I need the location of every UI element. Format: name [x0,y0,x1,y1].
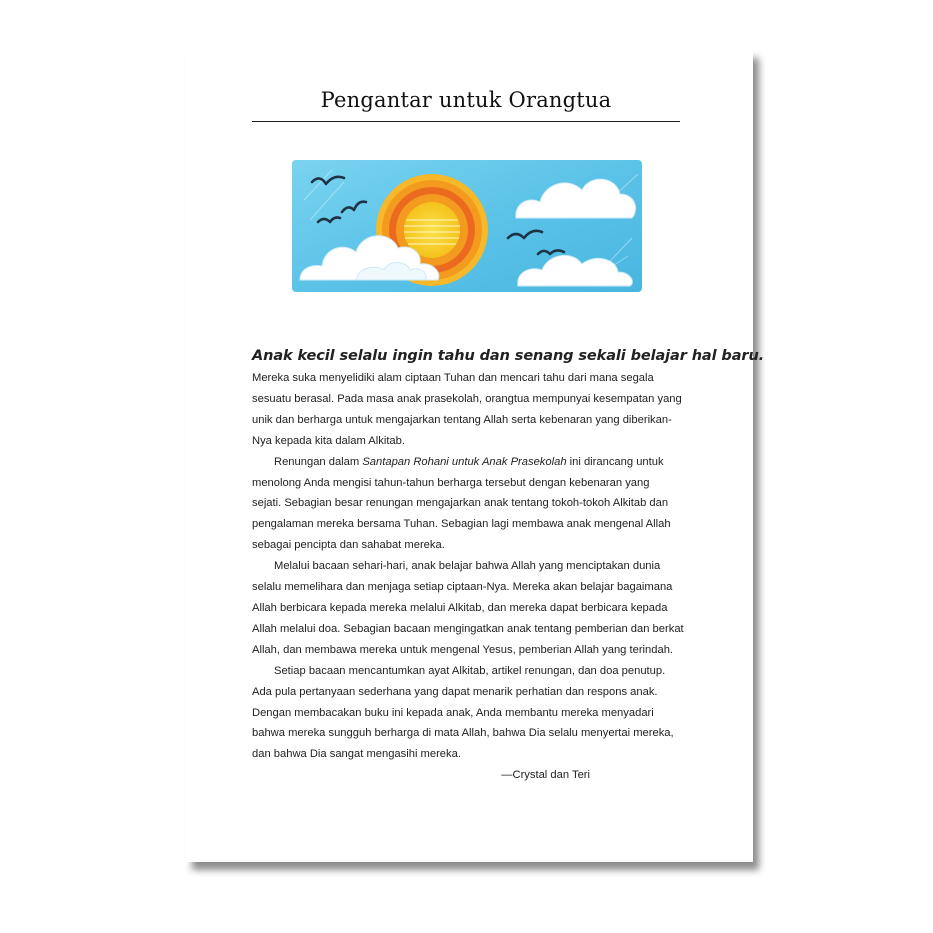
paragraph-1 [252,368,682,452]
text-line: unik dan berharga untuk mengajarkan tentang Allah serta kebenaran yang diberikan- [252,413,672,426]
text-line: Nya kepada kita dalam Alkitab. [252,434,405,447]
page-title: Pengantar untuk Orangtua [320,88,612,112]
text-line: dan bahwa Dia sangat mengasihi mereka. [252,748,461,761]
text-line: bahwa mereka sungguh berharga di mata Allah, bahwa Dia selalu menyertai mereka, [252,727,674,740]
text-line: sesuatu berasal. Pada masa anak prasekolah, orangtua mempunyai kesempatan yang [252,392,682,405]
text-suffix: ini dirancang untuk [566,455,664,468]
text-line: Allah, dan membawa mereka untuk mengenal Yesus, pemberian Allah yang terindah. [252,643,674,656]
book-page [186,50,765,862]
text-line: Allah berbicara kepada mereka melalui Alkitab, dan mereka dapat berbicara kepada [252,601,668,614]
text-line: sejati. Sebagian besar renungan mengajarkan anak tentang tokoh-tokoh Alkitab dan [252,497,669,510]
book-title-italic: Santapan Rohani untuk Anak Prasekolah [362,455,567,468]
sky-illustration [292,160,642,292]
text-line [252,452,682,473]
paragraph-3 [252,556,682,661]
text-line: sebagai pencipta dan sahabat mereka. [252,539,445,552]
paragraph-2 [252,452,682,557]
text-prefix: Renungan dalam [274,455,363,468]
text-line: selalu memelihara dan menjaga setiap ciptaan-Nya. Mereka akan belajar bagaimana [252,581,673,594]
intro-text [252,348,765,786]
text-line: Mereka suka menyelidiki alam ciptaan Tuhan dan mencari tahu dari mana segala [252,372,654,384]
title-divider [252,121,680,122]
text-line: Melalui bacaan sehari-hari, anak belajar bahwa Allah yang menciptakan dunia [274,560,661,573]
text-line: Ada pula pertanyaan sederhana yang dapat menarik perhatian dan respons anak. [252,685,658,698]
lead-sentence: Anak kecil selalu ingin tahu dan senang sekali belajar hal baru. [252,348,765,364]
text-line: Allah melalui doa. Sebagian bacaan mengingatkan anak tentang pemberian dan berkat [252,622,684,635]
text-line: pengalaman mereka bersama Tuhan. Sebagian lagi membawa anak mengenal Allah [252,518,671,531]
paragraph-4 [252,661,682,766]
text-line: menolong Anda mengisi tahun-tahun berharga tersebut dengan kebenaran yang [252,476,650,489]
text-line: Setiap bacaan mencantumkan ayat Alkitab, artikel renungan, dan doa penutup. [274,664,666,677]
text-line: Dengan membacakan buku ini kepada anak, Anda membantu mereka menyadari [252,706,654,719]
signature: —Crystal dan Teri [501,769,590,782]
